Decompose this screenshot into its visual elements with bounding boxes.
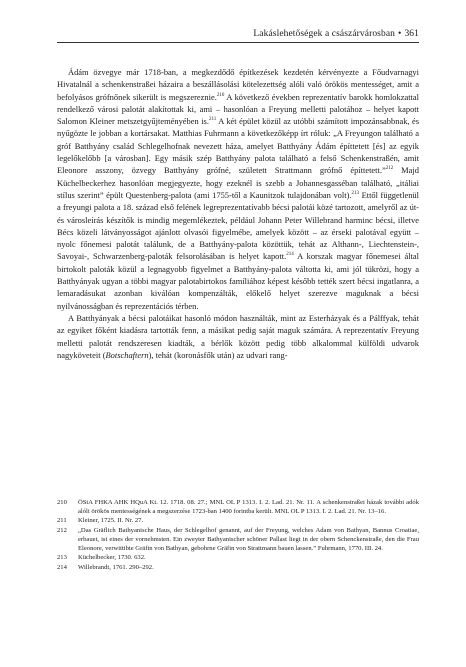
main-text	[57, 66, 419, 361]
footnote-ref: 214	[286, 252, 294, 258]
footnote-ref: 210	[216, 92, 225, 98]
running-header	[0, 29, 419, 39]
text-run: Majd Küchelbeckerhez hasonlóan megjegyezte, hogy ezeknél is szebb a Johannesgasséban található, „itáliai stílus szerint” épült Questenberg-palota (ami 1755-től a Kaunitzok tulajdonában volt).	[57, 165, 419, 200]
footnote-text: Küchelbecker, 1730. 632.	[78, 554, 146, 562]
footnote	[57, 517, 419, 526]
footnote-text: Willebrandt, 1761. 290–292.	[78, 563, 154, 571]
text-run: ), tehát (koronásfők után) az udvari rang-	[148, 349, 288, 360]
header-separator: •	[398, 29, 402, 39]
italic-text: Botschaftern	[105, 349, 149, 360]
footnote	[57, 554, 419, 563]
footnote-ref: 212	[385, 166, 394, 172]
footnote-number: 214	[57, 563, 67, 571]
header-rule	[57, 42, 419, 43]
text-run: A két épület közül az utóbbi számított impozánsabbnak, és nyűgözte le jobban a kortársakat. Matthias Fuhrmann a következőképp írt róluk: „A Freyungon található a gróf Batthyány család Schlegelhofnak nevezett háza, amelyet Batthyány Ádám építtetett [és] az egyik legelőkelőbb [a városban]. Egy másik szép Batthyány palota található a felső Schenkenstraßén, amit Eleonore asszony, özvegy Batthyány grófné, született Strattmann grófnő építtetett.”	[57, 116, 419, 176]
page-number: 361	[404, 29, 419, 39]
footnote-number: 210	[57, 499, 67, 506]
footnote	[57, 527, 419, 554]
text-run: A következő években reprezentatív barokk homlokzattal rendelkező városi palotát alakítottak ki, ami – hasonlóan a Freyung melletti palotához – helyet kapott Salomon Kleiner metszetgyűjteményében is.	[57, 91, 419, 127]
footnote-text: ÖStA FHKA AHK HQuA Kt. 12. 1718. 08. 27.; MNL OL P 1313. I. 2. Lad. 21. Nr. 11. A schenkenstraßei házak további adók alóli örökös mentességének a megszerzése 1723-ban 1400 forintba került. MNL OL P 1313. I. 2. Lad. 21. Nr. 13–16.	[78, 499, 419, 515]
text-run: Ettől függetlenül a freyungi palota a 18. század első felének legreprezentatívabb bécsi palotái közé tartozott, amelyről az út- és városleírás készítők is mindig megemlékeztek, például Johann Peter Willebrand harminc bécsi, illetve Bécs közeli látványosságot ajánlott olvasói figyelmébe, amelyek között – az érseki palotával együtt – nyolc főnemesi palotát találunk, de a Batthyány-palota közöttük, tehát az Althann-, Liechtenstein-, Savoyai-, Schwarzenberg-paloták felsorolásában is helyet kapott.	[57, 189, 419, 262]
footnote-ref: 211	[208, 117, 217, 123]
footnote-number: 213	[57, 554, 67, 562]
footnote-number: 211	[57, 517, 67, 525]
footnotes	[57, 499, 419, 573]
footnote-text: Kleiner, 1725. II. Nr. 27.	[78, 517, 144, 525]
footnote	[57, 564, 419, 573]
body-paragraph	[57, 66, 419, 312]
text-run: Ádám özvegye már 1718-ban, a megkezdődő építkezések kezdetén kérvényezte a Főudvarnagyi Hivatalnál a schenkenstraßei házaira a beszállásolási kötelezettség alóli való örökös mentességet, amit a befolyásos grófnőnek sikerült is megszereznie.	[57, 67, 419, 102]
footnote-number: 212	[57, 526, 67, 534]
text-run: A korszak magyar főnemesei által birtokolt paloták közül a legnagyobb figyelmet a Batthyány-palota váltotta ki, ami jól tükrözi, hogy a Batthyányak ugyan a többi magyar palotabirtokos famíliához képest később tették szert bécsi ingatlanra, a lemaradásukat azonban kiválóan kompenzálták, előkelő helyet szerezve maguknak a bécsi nyilvánosságban és reprezentációs térben.	[57, 251, 419, 311]
footnote-text: „Das Gräflich Bathyanische Haus, der Schlegelhof genannt, auf der Freyung, welches Adam von Bathyan, Bannus Croatiae, erbauet, ist eines der vornehmsten. Ein zweyter Bathyanischer schöner Pallast liegt in der obern Schenckenstraße, den die Frau Eleonore, verwittibte Gräfin von Bathyan, gebohrne Gräfin von Strattmann bauen lassen.” Fuhrmann, 1770. III. 24.	[78, 526, 419, 552]
footnote-ref: 213	[351, 191, 360, 197]
running-title: Lakáslehetőségek a császárvárosban	[253, 29, 395, 39]
footnote	[57, 499, 419, 517]
body-paragraph	[57, 312, 419, 361]
text-run: A Batthyányak a bécsi palotáikat hasonló módon használták, mint az Esterházyak és a Pálffyak, tehát az egyiket főként kiadásra tartották fenn, a másikat pedig saját maguk számára. A reprezentatív Freyung melletti palotát rendszeresen kiadták, a bérlők között pedig több alkalommal külföldi udvarok nagyköveteit (	[57, 312, 419, 360]
